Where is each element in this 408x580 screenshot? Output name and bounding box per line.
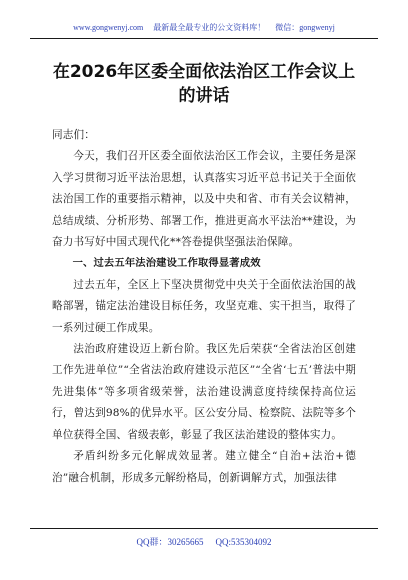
header-website[interactable]: www.gongwenyj.com <box>73 23 144 32</box>
header-divider <box>30 38 378 39</box>
paragraph: 今天，我们召开区委全面依法治区工作会议，主要任务是深入学习贯彻习近平法治思想，认真落实习近平总书记关于全面依法治国工作的重要指示精神，以及中央和省、市有关会议精神，总结成绩、分析形势、部署工作，推进更高水平法治**建设，为奋力书写好中国式现代化**答卷提供坚强法治保障。 <box>52 150 356 249</box>
document-title: 在2026年区委全面依法治区工作会议上的讲话 <box>52 62 356 106</box>
paragraph: 法治政府建设迈上新台阶。我区先后荣获“全省法治区创建工作先进单位”“全省法治政府建设示范区”“全省‘七五’普法中期先进集体”等多项省级荣誉，法治建设满意度持续保持高位运行，曾达到98%的优异水平。区公安分局、检察院、法院等多个单位获得全国、省级表彰，彰显了我区法治建设的整体实力。 <box>52 343 356 441</box>
paragraph: 矛盾纠纷多元化解成效显著。建立健全“自治+法治+德治”融合机制，形成多元解纷格局，创新调解方式，加强法律 <box>52 450 356 484</box>
page-footer <box>0 535 408 548</box>
document-body <box>52 125 356 489</box>
footer-qq: QQ:535304092 <box>215 537 272 547</box>
header-wechat: 微信：gongwenyj <box>275 23 335 32</box>
paragraph: 过去五年，全区上下坚决贯彻党中央关于全面依法治国的战略部署，锚定法治建设目标任务，攻坚克难、实干担当，取得了一系列过硬工作成果。 <box>52 278 356 334</box>
footer-divider <box>30 528 378 529</box>
salutation: 同志们： <box>52 129 95 141</box>
footer-qq-group: QQ群：30265665 <box>136 537 204 547</box>
section-heading: 一、过去五年法治建设工作取得显著成效 <box>72 257 261 270</box>
page-header <box>0 22 408 33</box>
header-slogan: 最新最全最专业的公文资料库！ <box>153 23 266 32</box>
